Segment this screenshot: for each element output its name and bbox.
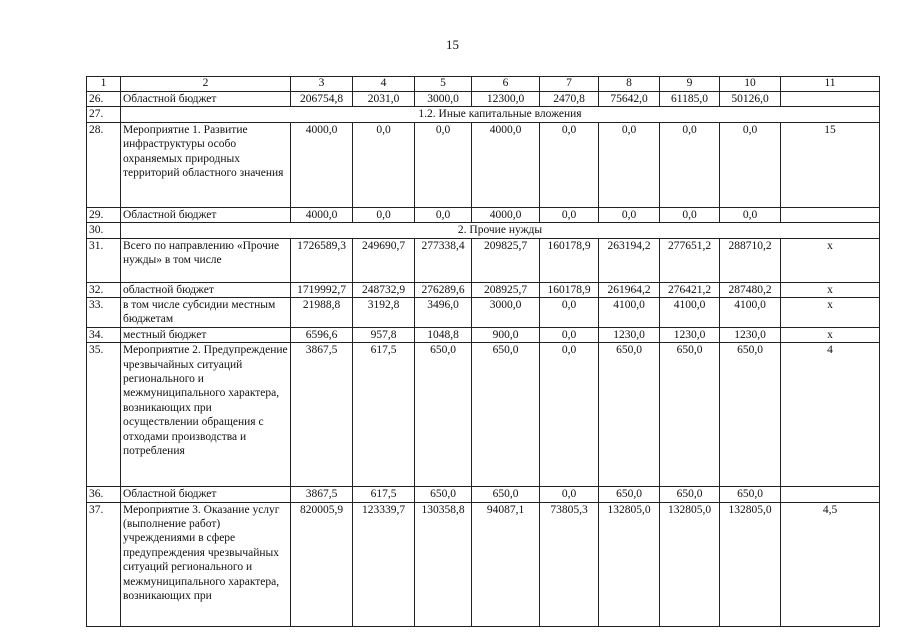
row-number-cell: 34. [87,327,121,342]
column-number-cell: 7 [540,77,599,92]
value-cell: 0,0 [720,122,781,207]
value-cell: 0,0 [540,122,599,207]
value-cell: 617,5 [353,343,415,487]
value-cell: 123339,7 [353,502,415,626]
column-number-cell: 2 [121,77,291,92]
reference-cell: x [781,238,880,282]
value-cell: 248732,9 [353,282,415,297]
row-name-cell: Областной бюджет [121,92,291,107]
column-number-row [87,77,880,92]
column-number-cell: 4 [353,77,415,92]
value-cell: 650,0 [472,487,540,502]
table-row [87,282,880,297]
column-number-cell: 10 [720,77,781,92]
value-cell: 160178,9 [540,238,599,282]
value-cell: 132805,0 [720,502,781,626]
table-row [87,343,880,487]
column-number-cell: 5 [415,77,472,92]
value-cell: 206754,8 [291,92,353,107]
value-cell: 0,0 [720,207,781,222]
value-cell: 1726589,3 [291,238,353,282]
table-row [87,92,880,107]
section-title-cell: 1.2. Иные капитальные вложения [121,107,880,122]
row-number-cell: 30. [87,223,121,238]
value-cell: 2470,8 [540,92,599,107]
row-name-cell: Всего по направлению «Прочие нужды» в том числе [121,238,291,282]
row-number-cell: 32. [87,282,121,297]
value-cell: 3000,0 [415,92,472,107]
reference-cell: 15 [781,122,880,207]
value-cell: 650,0 [720,487,781,502]
row-name-cell: местный бюджет [121,327,291,342]
table-row [87,238,880,282]
row-name-cell: областной бюджет [121,282,291,297]
value-cell: 4100,0 [599,298,660,328]
value-cell: 900,0 [472,327,540,342]
row-name-cell: Мероприятие 1. Развитие инфраструктуры особо охраняемых природных территорий областного значения [121,122,291,207]
reference-cell: 4,5 [781,502,880,626]
value-cell: 4000,0 [291,207,353,222]
value-cell: 650,0 [599,487,660,502]
value-cell: 0,0 [540,343,599,487]
value-cell: 4100,0 [720,298,781,328]
row-number-cell: 37. [87,502,121,626]
column-number-cell: 9 [660,77,720,92]
value-cell: 957,8 [353,327,415,342]
value-cell: 0,0 [660,207,720,222]
value-cell: 820005,9 [291,502,353,626]
value-cell: 3867,5 [291,487,353,502]
value-cell: 650,0 [660,487,720,502]
value-cell: 263194,2 [599,238,660,282]
value-cell: 0,0 [415,122,472,207]
value-cell: 650,0 [720,343,781,487]
value-cell: 1048,8 [415,327,472,342]
value-cell: 650,0 [415,343,472,487]
value-cell: 3867,5 [291,343,353,487]
value-cell: 73805,3 [540,502,599,626]
value-cell: 1230,0 [599,327,660,342]
value-cell: 276421,2 [660,282,720,297]
value-cell: 0,0 [540,298,599,328]
value-cell: 261964,2 [599,282,660,297]
value-cell: 132805,0 [599,502,660,626]
value-cell: 0,0 [599,207,660,222]
value-cell: 1230,0 [660,327,720,342]
row-number-cell: 35. [87,343,121,487]
table-row [87,487,880,502]
value-cell: 3192,8 [353,298,415,328]
value-cell: 208925,7 [472,282,540,297]
value-cell: 0,0 [540,487,599,502]
value-cell: 132805,0 [660,502,720,626]
table-row [87,122,880,207]
table-row [87,207,880,222]
value-cell: 1230,0 [720,327,781,342]
section-title-cell: 2. Прочие нужды [121,223,880,238]
value-cell: 0,0 [353,122,415,207]
table-row [87,502,880,626]
reference-cell [781,92,880,107]
reference-cell: x [781,282,880,297]
value-cell: 650,0 [472,343,540,487]
reference-cell [781,487,880,502]
value-cell: 130358,8 [415,502,472,626]
value-cell: 287480,2 [720,282,781,297]
value-cell: 617,5 [353,487,415,502]
value-cell: 277651,2 [660,238,720,282]
row-number-cell: 36. [87,487,121,502]
value-cell: 160178,9 [540,282,599,297]
reference-cell: x [781,327,880,342]
value-cell: 75642,0 [599,92,660,107]
value-cell: 288710,2 [720,238,781,282]
value-cell: 3496,0 [415,298,472,328]
table-row [87,327,880,342]
value-cell: 0,0 [540,327,599,342]
column-number-cell: 11 [781,77,880,92]
row-name-cell: Областной бюджет [121,487,291,502]
row-number-cell: 33. [87,298,121,328]
value-cell: 0,0 [540,207,599,222]
column-number-cell: 3 [291,77,353,92]
value-cell: 6596,6 [291,327,353,342]
value-cell: 650,0 [660,343,720,487]
column-number-cell: 8 [599,77,660,92]
row-number-cell: 29. [87,207,121,222]
row-name-cell: в том числе субсидии местным бюджетам [121,298,291,328]
value-cell: 4000,0 [472,122,540,207]
value-cell: 4100,0 [660,298,720,328]
value-cell: 650,0 [599,343,660,487]
section-row [87,223,880,238]
row-name-cell: Мероприятие 2. Предупреждение чрезвычайных ситуаций регионального и межмуниципального характера, возникающих при осуществлении обращения с отходами производства и потребления [121,343,291,487]
value-cell: 61185,0 [660,92,720,107]
value-cell: 650,0 [415,487,472,502]
reference-cell: x [781,298,880,328]
value-cell: 276289,6 [415,282,472,297]
value-cell: 21988,8 [291,298,353,328]
row-number-cell: 26. [87,92,121,107]
value-cell: 4000,0 [291,122,353,207]
value-cell: 3000,0 [472,298,540,328]
row-name-cell: Мероприятие 3. Оказание услуг (выполнение работ) учреждениями в сфере предупреждения чрезвычайных ситуаций регионального и межмуниципального характера, возникающих при [121,502,291,626]
section-row [87,107,880,122]
value-cell: 0,0 [353,207,415,222]
value-cell: 1719992,7 [291,282,353,297]
row-number-cell: 28. [87,122,121,207]
reference-cell [781,207,880,222]
value-cell: 249690,7 [353,238,415,282]
value-cell: 277338,4 [415,238,472,282]
row-number-cell: 31. [87,238,121,282]
value-cell: 2031,0 [353,92,415,107]
value-cell: 4000,0 [472,207,540,222]
table-row [87,298,880,328]
value-cell: 0,0 [415,207,472,222]
column-number-cell: 1 [87,77,121,92]
budget-table [86,76,880,627]
reference-cell: 4 [781,343,880,487]
value-cell: 94087,1 [472,502,540,626]
row-number-cell: 27. [87,107,121,122]
value-cell: 0,0 [660,122,720,207]
value-cell: 0,0 [599,122,660,207]
row-name-cell: Областной бюджет [121,207,291,222]
value-cell: 209825,7 [472,238,540,282]
value-cell: 12300,0 [472,92,540,107]
value-cell: 50126,0 [720,92,781,107]
page-number: 15 [446,37,459,52]
column-number-cell: 6 [472,77,540,92]
